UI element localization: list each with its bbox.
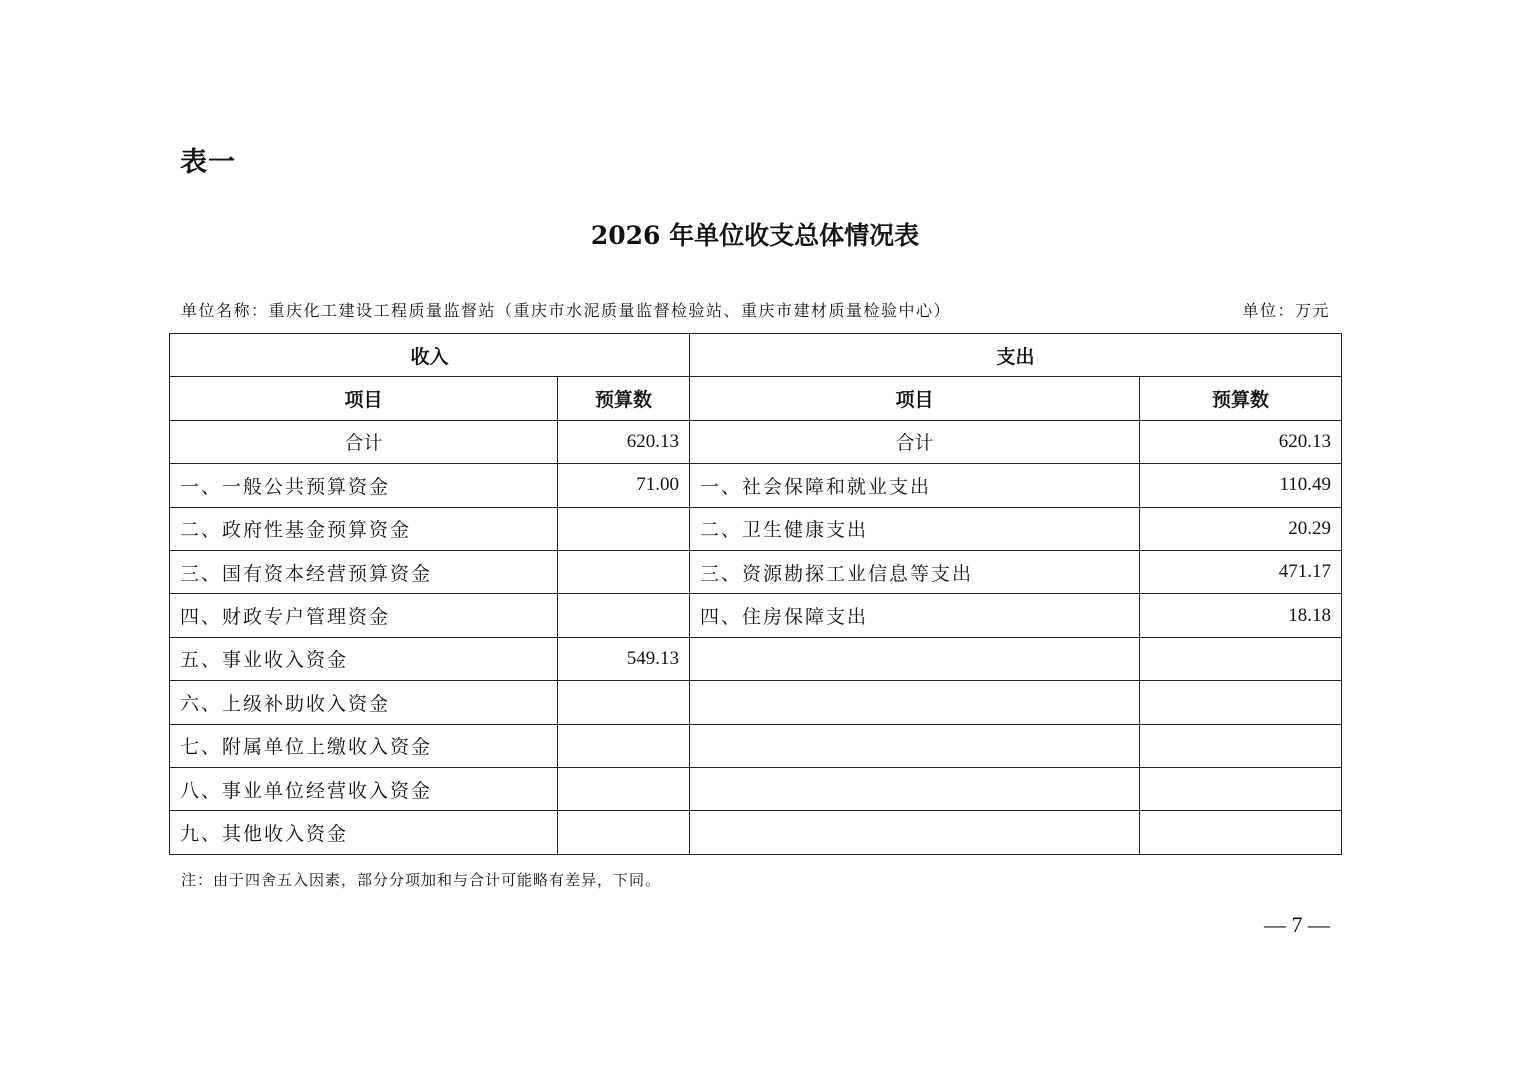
page-number: — 7 —: [1264, 912, 1330, 937]
footnote: 注：由于四舍五入因素，部分分项加和与合计可能略有差异，下同。: [181, 871, 662, 889]
expense-item: [690, 767, 1140, 810]
table-row: [170, 724, 1342, 767]
income-item: 九、其他收入资金: [170, 811, 558, 854]
expense-header: 支出: [690, 334, 1342, 377]
expense-item: 二、卫生健康支出: [690, 507, 1140, 550]
expense-item: [690, 637, 1140, 680]
income-item: 五、事业收入资金: [170, 637, 558, 680]
table-row: [170, 767, 1342, 810]
income-amount: [558, 767, 690, 810]
income-amount-header: 预算数: [558, 377, 690, 420]
expense-item: 四、住房保障支出: [690, 594, 1140, 637]
expense-amount: [1140, 637, 1342, 680]
table-label: 表一: [180, 147, 236, 178]
income-amount: [558, 507, 690, 550]
income-amount: [558, 724, 690, 767]
table-row: [170, 811, 1342, 854]
group-header-row: [170, 334, 1342, 377]
income-amount: 71.00: [558, 464, 690, 507]
expense-amount: 471.17: [1140, 550, 1342, 593]
page-title: 2026 年单位收支总体情况表: [590, 221, 920, 250]
expense-total-amount: 620.13: [1140, 420, 1342, 463]
unit-measure: 单位：万元: [1242, 301, 1330, 320]
table-row: [170, 594, 1342, 637]
income-amount: 549.13: [558, 637, 690, 680]
expense-amount: 18.18: [1140, 594, 1342, 637]
expense-item: [690, 681, 1140, 724]
table-row: [170, 681, 1342, 724]
income-item: 一、一般公共预算资金: [170, 464, 558, 507]
expense-item: 三、资源勘探工业信息等支出: [690, 550, 1140, 593]
budget-table: [169, 333, 1342, 855]
income-header: 收入: [170, 334, 690, 377]
income-amount: [558, 681, 690, 724]
income-amount: [558, 594, 690, 637]
income-item: 四、财政专户管理资金: [170, 594, 558, 637]
expense-item: [690, 724, 1140, 767]
expense-item: 一、社会保障和就业支出: [690, 464, 1140, 507]
table-row: [170, 464, 1342, 507]
expense-amount-header: 预算数: [1140, 377, 1342, 420]
table-row: [170, 507, 1342, 550]
table-row: [170, 637, 1342, 680]
expense-amount: [1140, 811, 1342, 854]
total-row: [170, 420, 1342, 463]
expense-item-header: 项目: [690, 377, 1140, 420]
income-amount: [558, 811, 690, 854]
expense-amount: [1140, 767, 1342, 810]
income-total-amount: 620.13: [558, 420, 690, 463]
expense-amount: 110.49: [1140, 464, 1342, 507]
income-total-label: 合计: [170, 420, 558, 463]
expense-total-label: 合计: [690, 420, 1140, 463]
income-item: 八、事业单位经营收入资金: [170, 767, 558, 810]
income-item: 七、附属单位上缴收入资金: [170, 724, 558, 767]
income-item: 六、上级补助收入资金: [170, 681, 558, 724]
income-item: 二、政府性基金预算资金: [170, 507, 558, 550]
income-amount: [558, 550, 690, 593]
column-header-row: [170, 377, 1342, 420]
income-item: 三、国有资本经营预算资金: [170, 550, 558, 593]
table-row: [170, 550, 1342, 593]
expense-item: [690, 811, 1140, 854]
expense-amount: 20.29: [1140, 507, 1342, 550]
unit-name: 单位名称：重庆化工建设工程质量监督站（重庆市水泥质量监督检验站、重庆市建材质量检验中心）: [181, 301, 952, 320]
income-item-header: 项目: [170, 377, 558, 420]
expense-amount: [1140, 681, 1342, 724]
expense-amount: [1140, 724, 1342, 767]
